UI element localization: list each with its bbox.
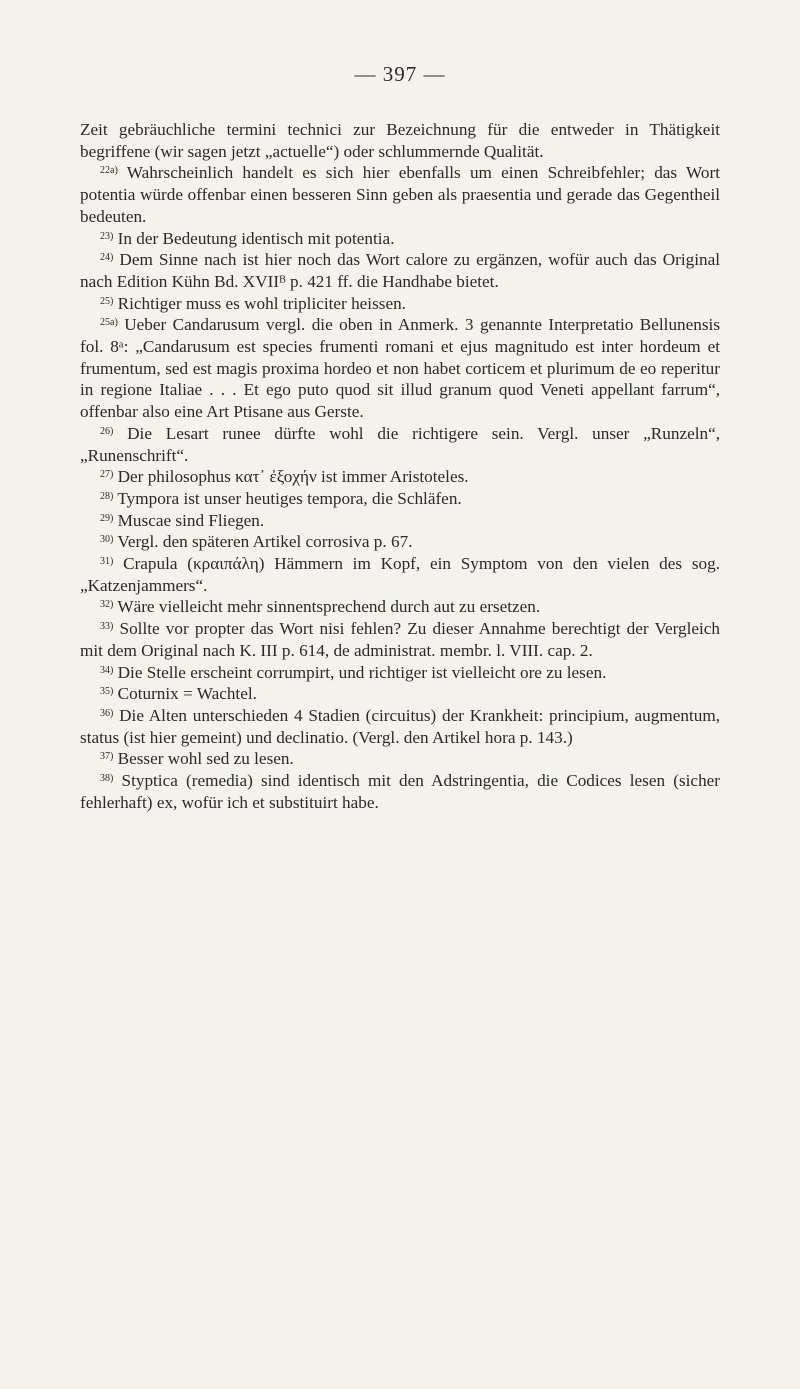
footnote-text: Sollte vor propter das Wort nisi fehlen? Zu dieser Annahme berechtigt der Vergleich mit dem Original nach K. III p. 614, de administrat. membr. l. VIII. cap. 2. <box>80 619 720 660</box>
footnote-mark: 25a) <box>100 317 118 329</box>
footnote-text: In der Bedeutung identisch mit potentia. <box>117 228 395 248</box>
page-number: — 397 — <box>354 62 446 86</box>
footnote-mark: 31) <box>100 556 114 568</box>
footnote-text: Besser wohl sed zu lesen. <box>117 749 294 769</box>
footnote-mark: 30) <box>100 534 114 546</box>
footnote-text: Wäre vielleicht mehr sinnentsprechend durch aut zu ersetzen. <box>117 597 541 617</box>
footnote-mark: 34) <box>100 664 114 676</box>
footnote <box>80 770 720 813</box>
footnote-text: Styptica (remedia) sind identisch mit den Adstringentia, die Codices lesen (sicher fehlerhaft) ex, wofür ich et substituirt habe. <box>80 771 721 812</box>
footnote-mark: 24) <box>100 252 114 264</box>
footnote-text: Crapula (κραιπάλη) Hämmern im Kopf, ein Symptom von den vielen des sog. „Katzenjammers“. <box>80 554 721 595</box>
footnote <box>80 510 720 532</box>
footnote <box>80 249 720 292</box>
footnote <box>80 293 720 315</box>
footnote-text: Dem Sinne nach ist hier noch das Wort calore zu ergänzen, wofür auch das Original nach Edition Kühn Bd. XVIIᴮ p. 421 ff. die Handhabe bietet. <box>80 250 720 291</box>
footnote-mark: 38) <box>100 773 114 785</box>
footnote <box>80 596 720 618</box>
footnote-mark: 26) <box>100 425 114 437</box>
footnote <box>80 531 720 553</box>
footnote <box>80 162 720 227</box>
footnote <box>80 705 720 748</box>
footnote-mark: 25) <box>100 295 114 307</box>
footnote <box>80 683 720 705</box>
footnote <box>80 466 720 488</box>
footnote <box>80 748 720 770</box>
footnote-mark: 27) <box>100 469 114 481</box>
footnote-mark: 23) <box>100 230 114 242</box>
footnote-mark: 33) <box>100 621 114 633</box>
footnote-text: Ueber Candarusum vergl. die oben in Anmerk. 3 genannte Interpretatio Bellunensis fol. 8ᵃ: „Candarusum est species frumenti romani et ejus magnitudo est inter hordeum et frumentum, sed est magis proxima hordeo et non habet corticem et plurimum de eo reperitur in regione Italiae . . . Et ego puto quod sit illud granum quod Veneti appellant farrum“, offenbar also eine Art Ptisane aus Gerste. <box>80 315 721 422</box>
footnote <box>80 228 720 250</box>
footnote <box>80 618 720 661</box>
footnote <box>80 423 720 466</box>
footnote-mark: 35) <box>100 686 114 698</box>
footnote-text: Wahrscheinlich handelt es sich hier ebenfalls um einen Schreibfehler; das Wort potentia würde offenbar einen besseren Sinn geben als praesentia und gerade das Gegentheil bedeuten. <box>80 163 720 226</box>
footnote <box>80 553 720 596</box>
footnote <box>80 314 720 423</box>
footnote-text: Tympora ist unser heutiges tempora, die Schläfen. <box>117 488 462 508</box>
footnote-mark: 29) <box>100 512 114 524</box>
footnote-text: Die Alten unterschieden 4 Stadien (circuitus) der Krankheit: principium, augmentum, status (ist hier gemeint) und declinatio. (Vergl. den Artikel hora p. 143.) <box>80 705 720 747</box>
footnote-mark: 36) <box>100 707 114 719</box>
footnote-mark: 22a) <box>100 165 118 177</box>
footnote-mark: 28) <box>100 490 114 502</box>
footnote <box>80 488 720 510</box>
footnote-text: Der philosophus κατ᾽ ἐξοχήν ist immer Aristoteles. <box>117 467 469 487</box>
footnote-text: Muscae sind Fliegen. <box>117 510 265 530</box>
footnote-text: Vergl. den späteren Artikel corrosiva p. 67. <box>117 532 413 552</box>
body-text <box>80 119 720 814</box>
footnote-text: Coturnix = Wachtel. <box>117 684 257 704</box>
footnote-mark: 37) <box>100 751 114 763</box>
footnote-text: Die Stelle erscheint corrumpirt, und richtiger ist vielleicht ore zu lesen. <box>117 662 607 682</box>
footnote-mark: 32) <box>100 599 114 611</box>
footnote-text: Die Lesart runee dürfte wohl die richtigere sein. Vergl. unser „Runzeln“, „Runenschrift“. <box>80 423 720 465</box>
lead-paragraph: Zeit gebräuchliche termini technici zur Bezeichnung für die entweder in Thätigkeit begriffene (wir sagen jetzt „actuelle“) oder schlummernde Qualität. <box>80 120 720 161</box>
footnote <box>80 662 720 684</box>
footnote-text: Richtiger muss es wohl tripliciter heissen. <box>117 293 406 313</box>
